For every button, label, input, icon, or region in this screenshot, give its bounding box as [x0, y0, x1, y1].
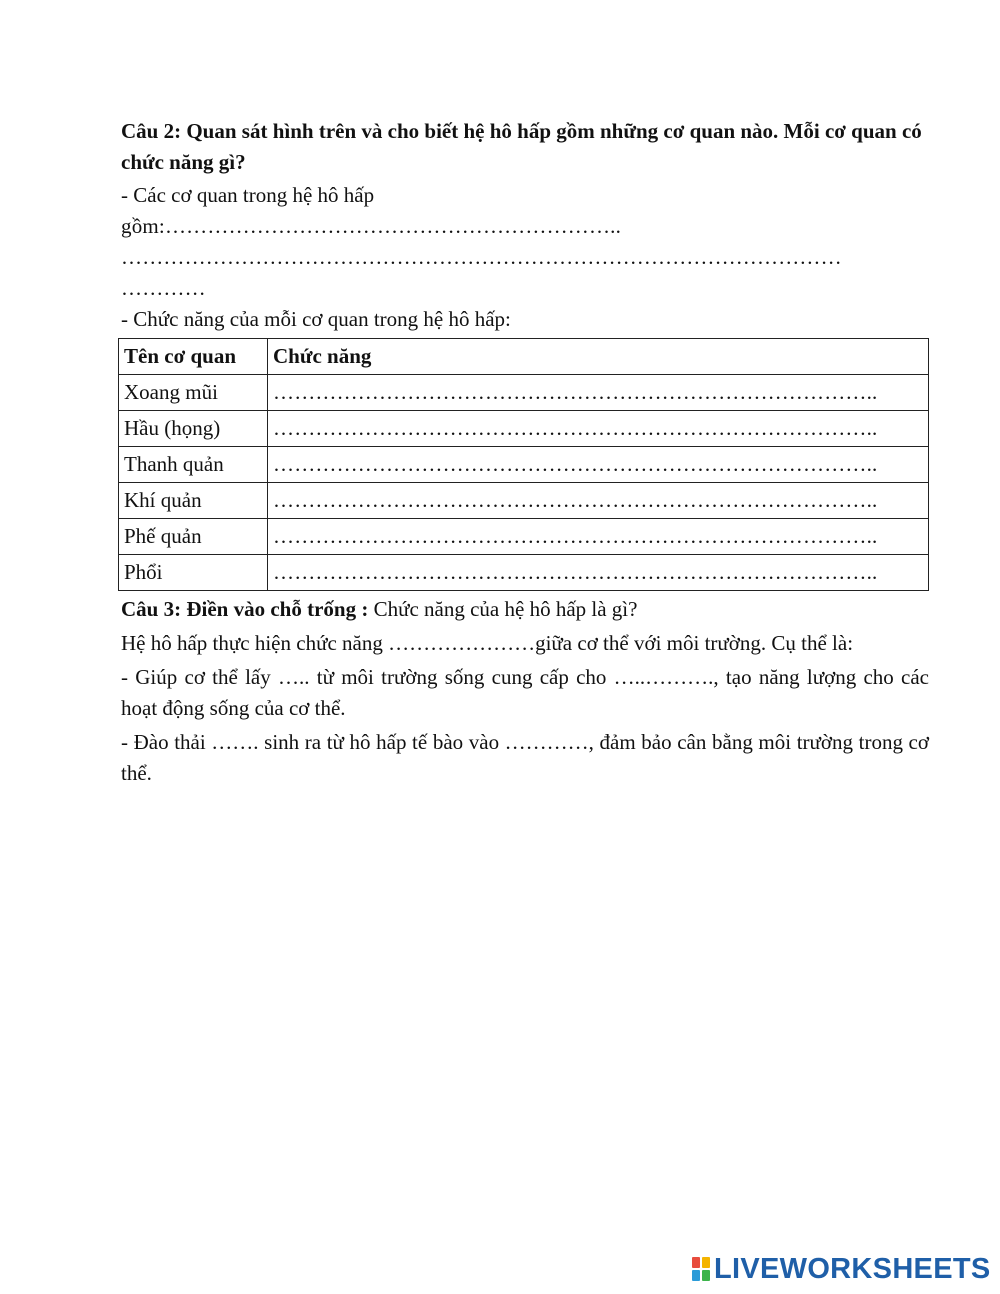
logo-square-yellow	[702, 1257, 710, 1268]
question-3-paragraph-3[interactable]: - Đào thải ……. sinh ra từ hô hấp tế bào vào …………, đảm bảo cân bằng môi trường trong cơ thể.	[121, 730, 929, 785]
function-answer-blank[interactable]: …………………………………………………………………………..	[268, 555, 929, 591]
organs-answer-line-2[interactable]: …………………………………………………………………………………………	[121, 245, 842, 269]
header-organ-name: Tên cơ quan	[119, 339, 268, 375]
header-function: Chức năng	[268, 339, 929, 375]
question-3-heading	[121, 594, 929, 625]
organ-name: Phổi	[119, 555, 268, 591]
organ-function-table	[118, 338, 929, 591]
organ-name: Xoang mũi	[119, 375, 268, 411]
table-header-row	[119, 339, 929, 375]
question-3-label: Câu 3: Điền vào chỗ trống :	[121, 597, 369, 621]
function-answer-blank[interactable]: …………………………………………………………………………..	[268, 411, 929, 447]
liveworksheets-logo-icon	[692, 1257, 710, 1281]
question-2-heading	[121, 116, 929, 178]
organ-name: Khí quản	[119, 483, 268, 519]
function-answer-blank[interactable]: …………………………………………………………………………..	[268, 447, 929, 483]
organs-answer-line-3[interactable]: …………	[121, 276, 206, 300]
question-3-text: Chức năng của hệ hô hấp là gì?	[368, 597, 638, 621]
table-row	[119, 555, 929, 591]
table-row	[119, 519, 929, 555]
logo-square-green	[702, 1270, 710, 1281]
table-row	[119, 411, 929, 447]
question-2-label: Câu 2:	[121, 119, 182, 143]
function-answer-blank[interactable]: …………………………………………………………………………..	[268, 519, 929, 555]
question-3-paragraph-1[interactable]: Hệ hô hấp thực hiện chức năng …………………giữa cơ thể với môi trường. Cụ thể là:	[121, 631, 854, 655]
organ-name: Phế quản	[119, 519, 268, 555]
organs-prefix: - Các cơ quan trong hệ hô hấp	[121, 183, 375, 207]
table-row	[119, 447, 929, 483]
organs-answer-line-1[interactable]: gồm:………………………………………………………..	[121, 214, 622, 238]
table-row	[119, 375, 929, 411]
worksheet-page	[121, 116, 929, 789]
question-2-text: Quan sát hình trên và cho biết hệ hô hấp gồm những cơ quan nào. Mỗi cơ quan có chức năng gì?	[121, 119, 922, 174]
question-3-paragraph-2[interactable]: - Giúp cơ thể lấy ….. từ môi trường sống cung cấp cho …..………., tạo năng lượng cho các hoạt động sống của cơ thể.	[121, 665, 929, 720]
organ-name: Hầu (họng)	[119, 411, 268, 447]
function-intro: - Chức năng của mỗi cơ quan trong hệ hô hấp:	[121, 307, 511, 331]
logo-square-blue	[692, 1270, 700, 1281]
organ-name: Thanh quản	[119, 447, 268, 483]
liveworksheets-logo-text: LIVEWORKSHEETS	[714, 1253, 991, 1285]
function-answer-blank[interactable]: …………………………………………………………………………..	[268, 483, 929, 519]
function-answer-blank[interactable]: …………………………………………………………………………..	[268, 375, 929, 411]
table-row	[119, 483, 929, 519]
liveworksheets-logo	[692, 1253, 991, 1285]
logo-square-red	[692, 1257, 700, 1268]
